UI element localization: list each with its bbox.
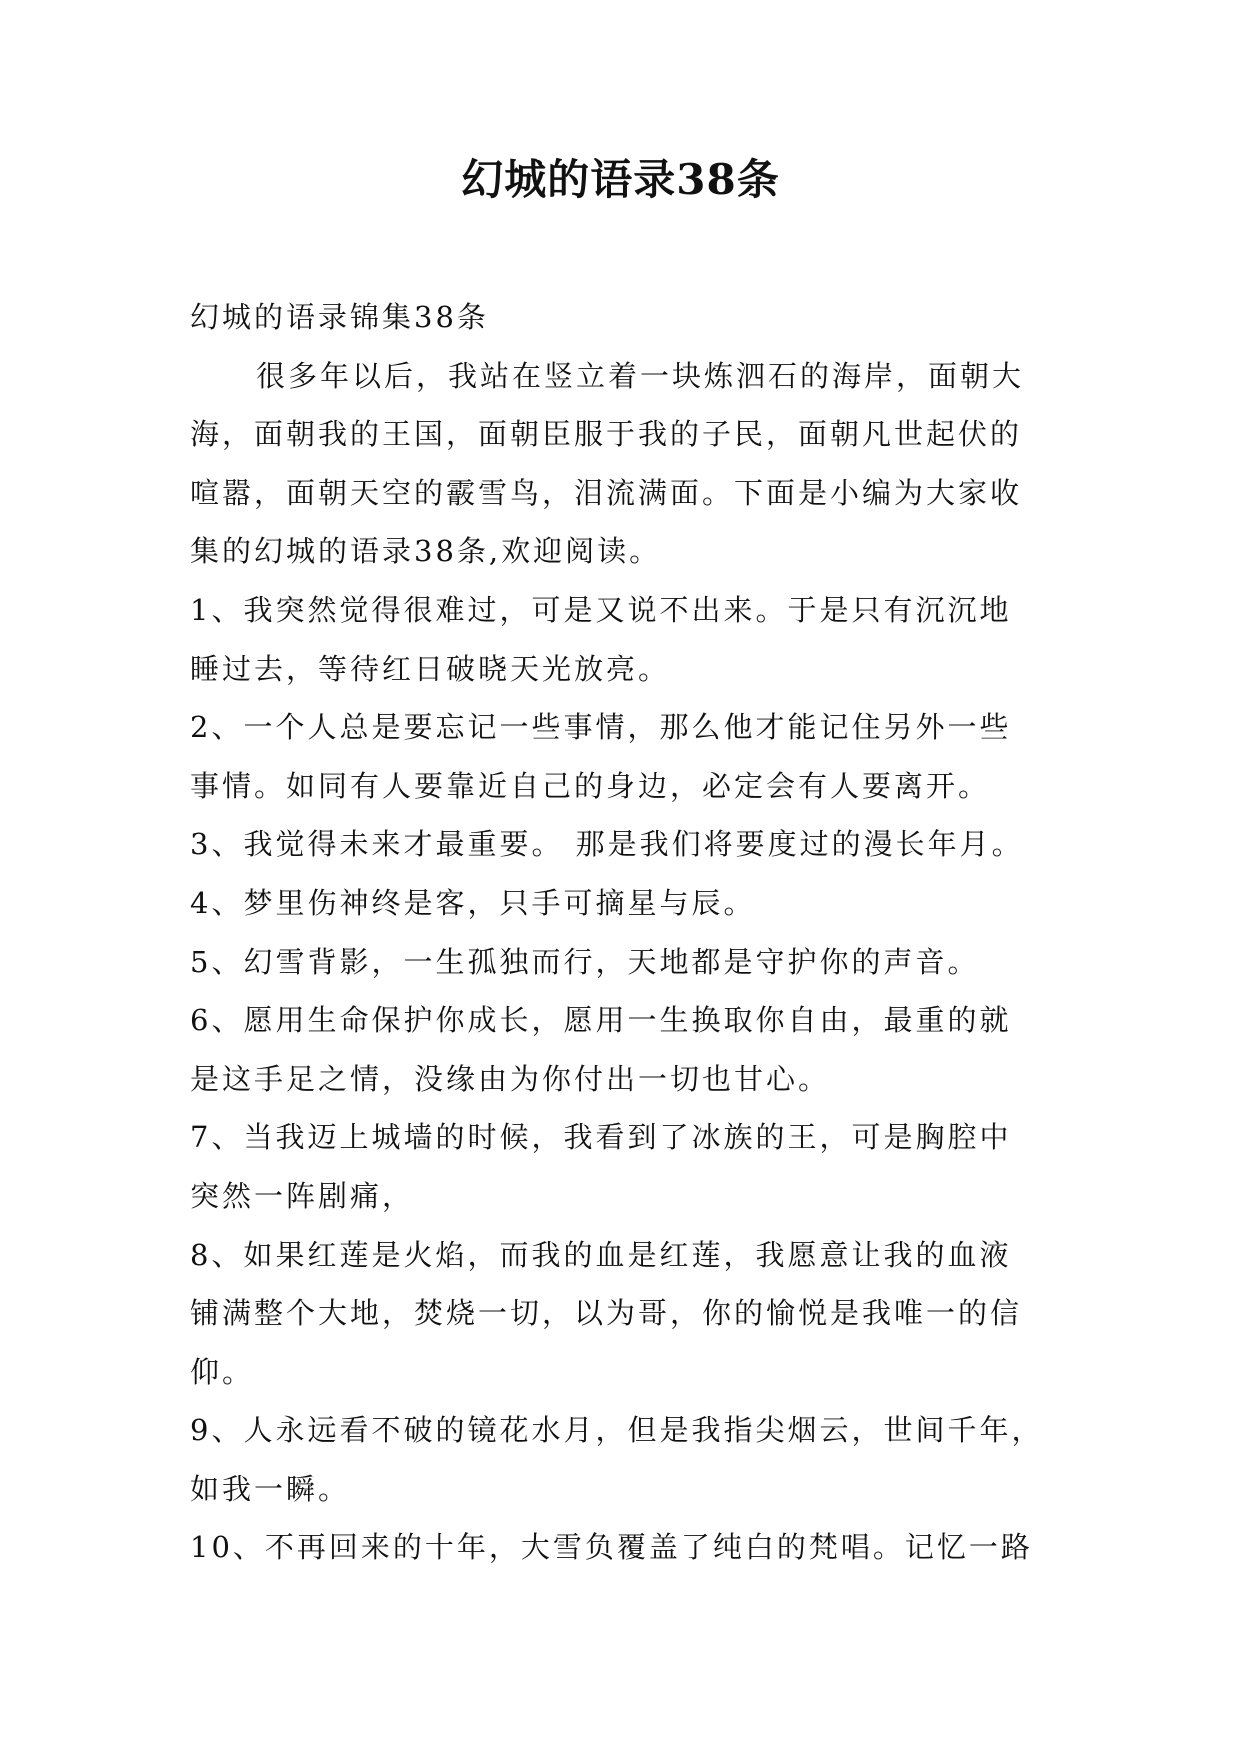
quote-line: 4、梦里伤神终是客，只手可摘星与辰。 <box>190 885 756 920</box>
quote-line: 如我一瞬。 <box>190 1471 351 1506</box>
quote-line: 铺满整个大地，焚烧一切，以为哥，你的愉悦是我唯一的信 <box>190 1296 1023 1331</box>
quote-line: 8、如果红莲是火焰，而我的血是红莲，我愿意让我的血液 <box>190 1237 1012 1272</box>
quote-line: 5、幻雪背影，一生孤独而行，天地都是守护你的声音。 <box>190 944 980 979</box>
quote-line: 7、当我迈上城墙的时候，我看到了冰族的王，可是胸腔中 <box>190 1120 1012 1155</box>
subtitle-line: 幻城的语录锦集38条 <box>190 300 489 334</box>
quote-line: 是这手足之情，没缘由为你付出一切也甘心。 <box>190 1061 831 1096</box>
quote-line: 突然一阵剧痛， <box>190 1178 415 1213</box>
quote-line: 10、不再回来的十年，大雪负覆盖了纯白的梵唱。记忆一路 <box>190 1530 1033 1565</box>
quote-line: 6、愿用生命保护你成长，愿用一生换取你自由，最重的就 <box>190 1003 1012 1038</box>
quote-line: 3、我觉得未来才最重要。 那是我们将要度过的漫长年月。 <box>190 827 1024 862</box>
quote-line: 睡过去，等待红日破晓天光放亮。 <box>190 651 671 686</box>
document-title: 幻城的语录38条 <box>461 155 780 204</box>
quote-line: 9、人永远看不破的镜花水月，但是我指尖烟云，世间千年， <box>190 1413 1044 1448</box>
intro-line: 喧嚣，面朝天空的霰雪鸟，泪流满面。下面是小编为大家收 <box>190 475 1023 510</box>
intro-line: 集的幻城的语录38条,欢迎阅读。 <box>190 534 662 569</box>
quote-line: 1、我突然觉得很难过，可是又说不出来。于是只有沉沉地 <box>190 592 1012 627</box>
quote-line: 事情。如同有人要靠近自己的身边，必定会有人要离开。 <box>190 768 991 803</box>
quote-line: 仰。 <box>190 1354 255 1389</box>
document-body <box>190 288 1070 1577</box>
intro-line: 海，面朝我的王国，面朝臣服于我的子民，面朝凡世起伏的 <box>190 417 1023 452</box>
intro-line: 很多年以后，我站在竖立着一块炼泗石的海岸，面朝大 <box>256 358 1025 393</box>
quote-line: 2、一个人总是要忘记一些事情，那么他才能记住另外一些 <box>190 710 1012 745</box>
